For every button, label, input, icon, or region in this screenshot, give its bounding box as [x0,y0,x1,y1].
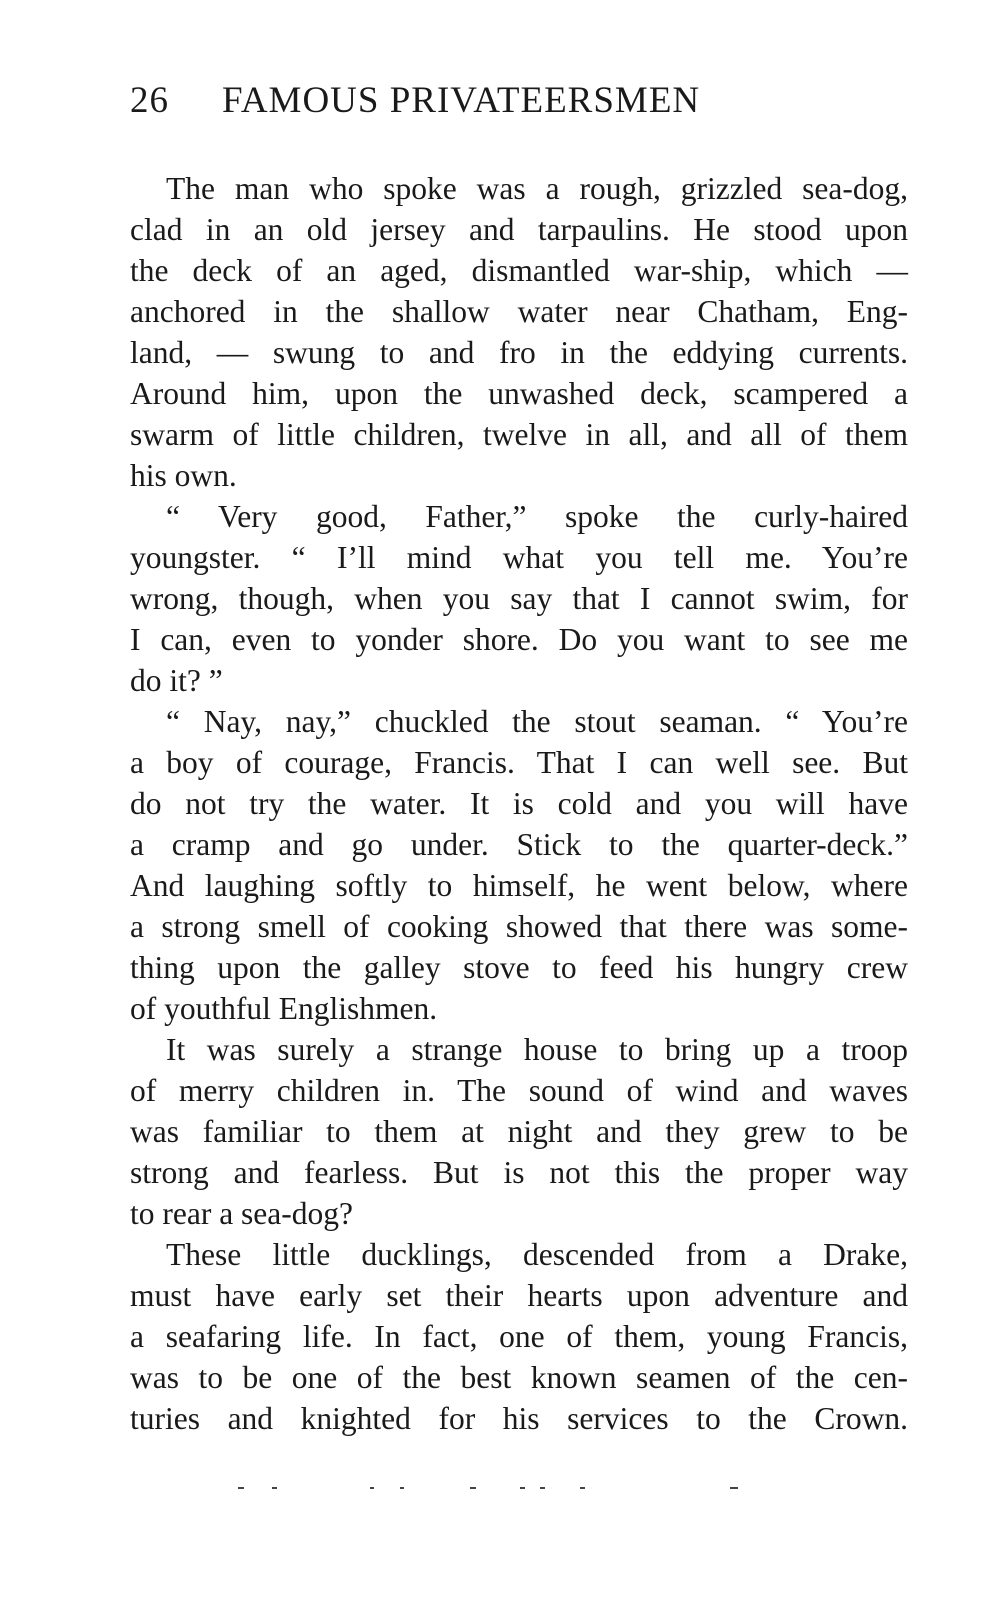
running-title: FAMOUS PRIVATEERSMEN [222,80,701,121]
text-line: his own. [130,458,237,493]
speck [400,1487,404,1489]
text-line: of merry children in. The sound of wind and waves [130,1073,908,1108]
speck [470,1487,476,1489]
text-line: These little ducklings, descended from a Drake, [166,1237,908,1272]
text-line: wrong, though, when you say that I cannot swim, for [130,581,908,616]
text-line: land, — swung to and fro in the eddying currents. [130,335,908,370]
page-number: 26 [130,80,169,121]
text-line: I can, even to yonder shore. Do you want to see me [130,622,908,657]
text-line: strong and fearless. But is not this the proper way [130,1155,908,1190]
text-line: The man who spoke was a rough, grizzled sea-dog, [166,171,908,206]
text-line: Around him, upon the unwashed deck, scampered a [130,376,908,411]
print-specks [230,1487,750,1491]
text-line: “ Nay, nay,” chuckled the stout seaman. “ You’re [166,704,908,739]
text-line: a strong smell of cooking showed that there was some- [130,909,908,944]
text-line: turies and knighted for his services to the Crown. [130,1401,908,1436]
text-line: to rear a sea-dog? [130,1196,353,1231]
speck [370,1487,374,1489]
text-line: was to be one of the best known seamen of the cen- [130,1360,908,1395]
speck [580,1487,585,1489]
text-line: a boy of courage, Francis. That I can well see. But [130,745,908,780]
text-line: the deck of an aged, dismantled war-ship, which — [130,253,908,288]
text-line: swarm of little children, twelve in all, and all of them [130,417,908,452]
text-line: youngster. “ I’ll mind what you tell me. You’re [130,540,908,575]
paragraph-2 [130,496,908,701]
text-line: a cramp and go under. Stick to the quarter-deck.” [130,827,908,862]
paragraph-4 [130,1029,908,1234]
speck [272,1487,277,1489]
text-line: thing upon the galley stove to feed his hungry crew [130,950,908,985]
text-line: must have early set their hearts upon adventure and [130,1278,908,1313]
text-line: do not try the water. It is cold and you will have [130,786,908,821]
paragraph-1 [130,168,908,496]
paragraph-3 [130,701,908,1029]
text-line: a seafaring life. In fact, one of them, young Francis, [130,1319,908,1354]
speck [730,1487,738,1489]
text-line: And laughing softly to himself, he went below, where [130,868,908,903]
body-text [130,168,908,1439]
speck [520,1487,525,1489]
speck [540,1487,545,1489]
text-line: anchored in the shallow water near Chatham, Eng- [130,294,908,329]
running-head [130,76,910,126]
text-line: clad in an old jersey and tarpaulins. He stood upon [130,212,908,247]
text-line: of youthful Englishmen. [130,991,438,1026]
paragraph-5 [130,1234,908,1439]
text-line: “ Very good, Father,” spoke the curly-haired [166,499,908,534]
text-line: was familiar to them at night and they grew to be [130,1114,908,1149]
text-line: do it? ” [130,663,223,698]
text-line: It was surely a strange house to bring up a troop [166,1032,908,1067]
speck [238,1487,244,1489]
